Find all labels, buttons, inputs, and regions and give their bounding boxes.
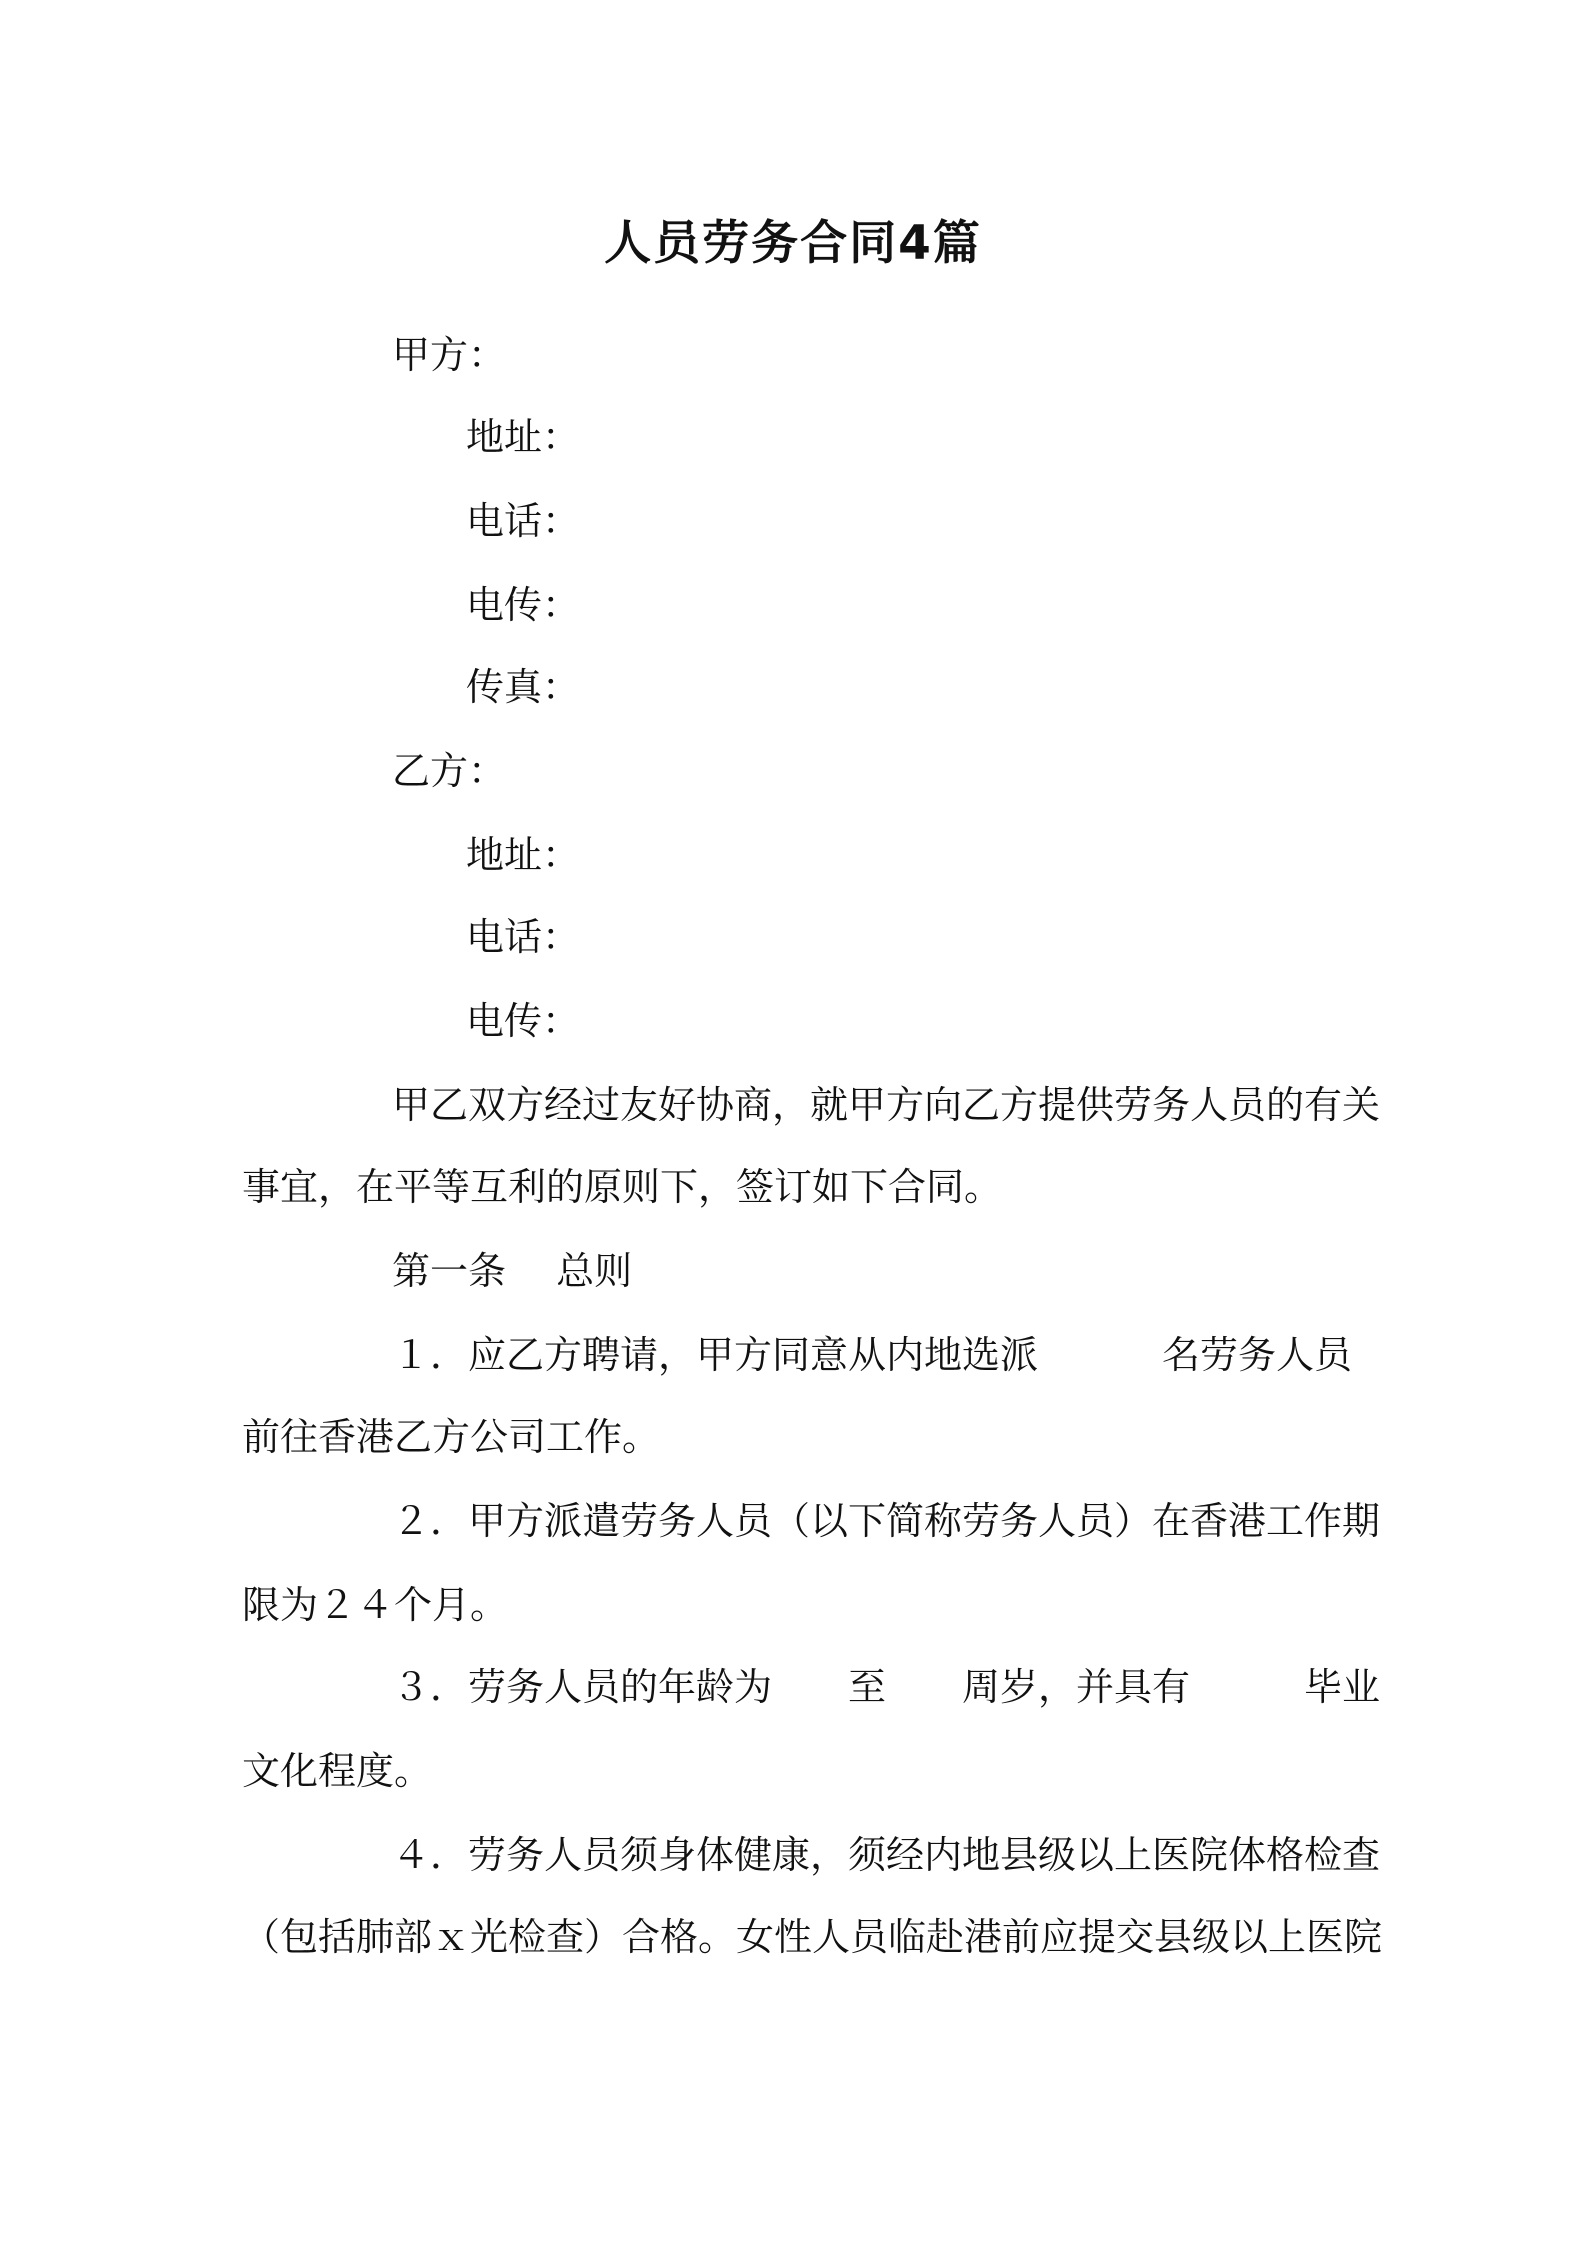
clause2-line1: ２．甲方派遣劳务人员（以下简称劳务人员）在香港工作期 <box>392 1499 1381 1543</box>
intro-paragraph-line1: 甲乙双方经过友好协商，就甲方向乙方提供劳务人员的有关 <box>392 1083 1381 1127</box>
party-b-telex: 电传： <box>466 999 581 1043</box>
clause1-line1 <box>392 1330 1352 1380</box>
clause3-line2: 文化程度。 <box>242 1749 433 1793</box>
document-title: 人员劳务合同4篇 <box>604 216 982 271</box>
clause1-text-a: １．应乙方聘请，甲方同意从内地选派 <box>392 1333 1039 1377</box>
clause1-line2: 前往香港乙方公司工作。 <box>242 1415 661 1459</box>
clause3-text-a: ３．劳务人员的年龄为 <box>392 1665 773 1709</box>
party-a-fax: 传真： <box>466 665 581 709</box>
article1-heading: 第一条 总则 <box>392 1249 633 1293</box>
clause4-line2: （包括肺部ｘ光检查）合格。女性人员临赴港前应提交县级以上医院 <box>242 1915 1383 1959</box>
party-a-telex: 电传： <box>466 583 581 627</box>
party-b-phone: 电话： <box>466 915 581 959</box>
party-a-phone: 电话： <box>466 499 581 543</box>
party-a-address: 地址： <box>466 415 581 459</box>
clause1-text-b: 名劳务人员 <box>1161 1333 1352 1377</box>
clause2-line2: 限为２４个月。 <box>242 1583 509 1627</box>
clause3-text-d: 毕业 <box>1304 1665 1381 1709</box>
intro-paragraph-line2: 事宜，在平等互利的原则下，签订如下合同。 <box>242 1165 1003 1209</box>
party-b-label: 乙方： <box>392 749 507 793</box>
clause4-line1: ４．劳务人员须身体健康，须经内地县级以上医院体格检查 <box>392 1833 1381 1877</box>
clause3-text-c: 周岁，并具有 <box>962 1665 1191 1709</box>
party-b-address: 地址： <box>466 833 581 877</box>
clause3-text-b: 至 <box>848 1665 887 1709</box>
party-a-label: 甲方： <box>392 333 507 377</box>
clause3-line1 <box>392 1662 1381 1712</box>
